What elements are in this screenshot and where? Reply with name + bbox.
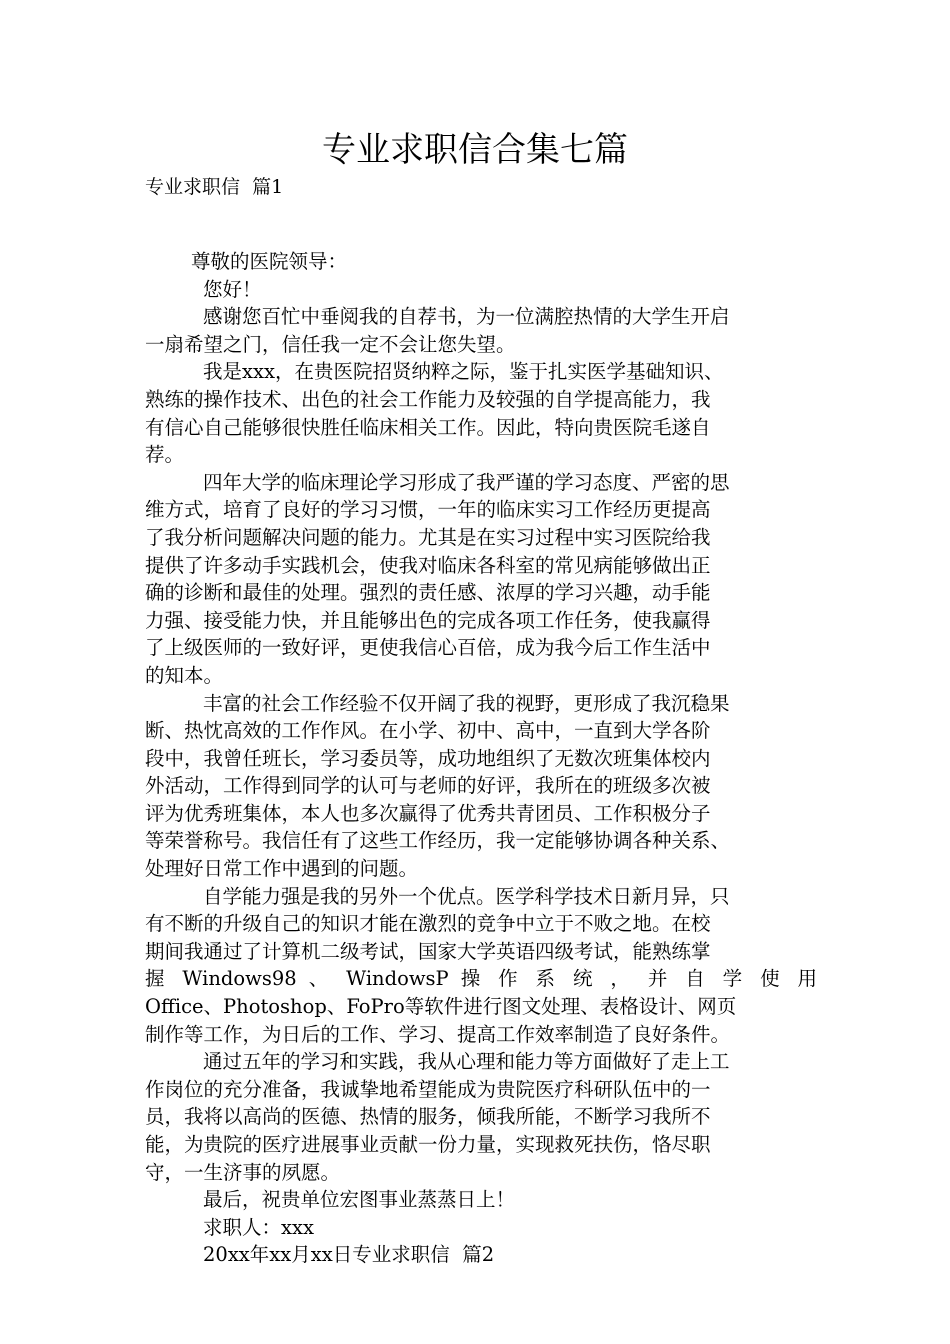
paragraph-line: 荐。 [145,443,185,467]
paragraph-line: 通过五年的学习和实践，我从心理和能力等方面做好了走上工 [203,1050,730,1074]
paragraph-line: 有信心自己能够很快胜任临床相关工作。因此，特向贵医院毛遂自 [145,415,711,439]
paragraph-line: 段中，我曾任班长，学习委员等，成功地组织了无数次班集体校内 [145,746,711,770]
paragraph-line: 制作等工作，为日后的工作、学习、提高工作效率制造了良好条件。 [145,1022,731,1046]
paragraph-line: 的知本。 [145,663,224,687]
paragraph-line: 作岗位的充分准备，我诚挚地希望能成为贵院医疗科研队伍中的一 [145,1077,711,1101]
paragraph-line: 维方式，培育了良好的学习习惯，一年的临床实习工作经历更提高 [145,498,711,522]
section-heading: 专业求职信 篇1 [145,176,284,198]
paragraph-line: 有不断的升级自己的知识才能在激烈的竞争中立于不败之地。在校 [145,912,711,936]
paragraph-line: 断、热忱高效的工作作风。在小学、初中、高中，一直到大学各阶 [145,719,711,743]
paragraph-line: 四年大学的临床理论学习形成了我严谨的学习态度、严密的思 [203,470,730,494]
date-line: 20xx年xx月xx日专业求职信 篇2 [203,1243,495,1267]
salutation: 尊敬的医院领导： [191,250,348,273]
paragraph-line: Office、Photoshop、FoPro等软件进行图文处理、表格设计、网页 [145,995,737,1019]
paragraph-line: 握 Windows98 、 WindowsP 操 作 系 统 ， 并 自 学 使 用 [145,967,817,991]
paragraph-line: 确的诊断和最佳的处理。强烈的责任感、浓厚的学习兴趣，动手能 [145,581,711,605]
closing-line: 最后，祝贵单位宏图事业蒸蒸日上！ [203,1188,516,1212]
paragraph-line: 外活动，工作得到同学的认可与老师的好评，我所在的班级多次被 [145,774,711,798]
paragraph-line: 提供了许多动手实践机会，使我对临床各科室的常见病能够做出正 [145,553,711,577]
paragraph-line: 等荣誉称号。我信任有了这些工作经历，我一定能够协调各种关系、 [145,829,731,853]
paragraph-line: 评为优秀班集体，本人也多次赢得了优秀共青团员、工作积极分子 [145,801,711,825]
paragraph-line: 丰富的社会工作经验不仅开阔了我的视野，更形成了我沉稳果 [203,691,730,715]
signature-line: 求职人：xxx [203,1215,314,1239]
paragraph-line: 力强、接受能力快，并且能够出色的完成各项工作任务，使我赢得 [145,608,711,632]
document-title: 专业求职信合集七篇 [322,130,628,170]
paragraph-line: 员，我将以高尚的医德、热情的服务，倾我所能，不断学习我所不 [145,1105,711,1129]
paragraph-line: 感谢您百忙中垂阅我的自荐书，为一位满腔热情的大学生开启 [203,305,730,329]
paragraph-line: 一扇希望之门，信任我一定不会让您失望。 [145,332,516,356]
paragraph-line: 了上级医师的一致好评，更使我信心百倍，成为我今后工作生活中 [145,636,711,660]
greeting: 您好！ [203,277,262,301]
paragraph-line: 自学能力强是我的另外一个优点。医学科学技术日新月异，只 [203,884,730,908]
paragraph-line: 我是xxx，在贵医院招贤纳粹之际，鉴于扎实医学基础知识、 [203,360,724,384]
paragraph-line: 熟练的操作技术、出色的社会工作能力及较强的自学提高能力，我 [145,387,711,411]
letter-body [145,248,817,1269]
paragraph-line: 了我分析问题解决问题的能力。尤其是在实习过程中实习医院给我 [145,525,711,549]
paragraph-line: 能，为贵院的医疗进展事业贡献一份力量，实现救死扶伤，恪尽职 [145,1133,711,1156]
paragraph-line: 期间我通过了计算机二级考试，国家大学英语四级考试，能熟练掌 [145,939,711,963]
paragraph-line: 守，一生济事的夙愿。 [145,1160,341,1184]
paragraph-line: 处理好日常工作中遇到的问题。 [145,857,419,881]
